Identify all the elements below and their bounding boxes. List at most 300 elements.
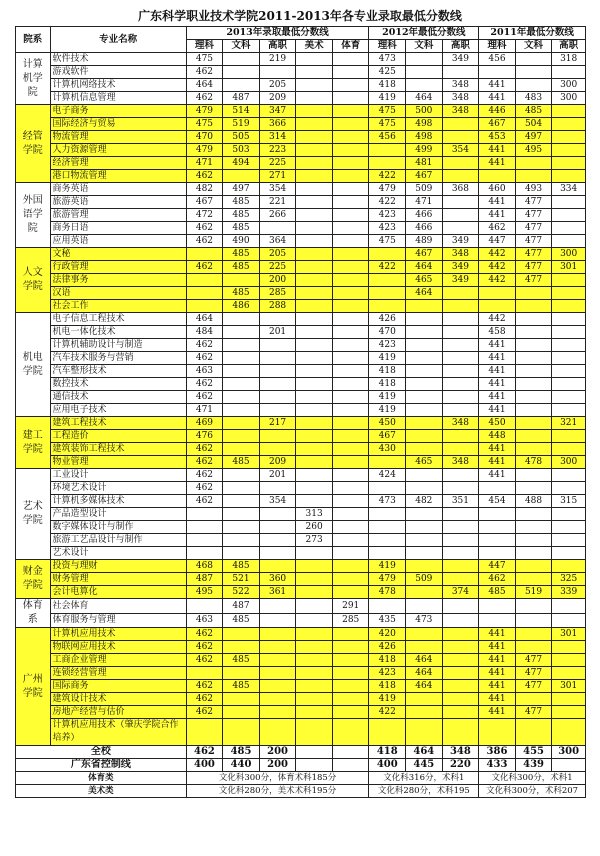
score-cell: 349 bbox=[442, 261, 479, 274]
score-cell bbox=[515, 469, 552, 482]
score-cell: 360 bbox=[259, 573, 296, 586]
score-cell: 441 bbox=[479, 365, 516, 378]
score-cell: 430 bbox=[369, 443, 406, 456]
table-row bbox=[16, 469, 586, 482]
score-cell: 473 bbox=[369, 53, 406, 66]
score-cell: 462 bbox=[186, 92, 223, 105]
major-cell: 旅游工艺品设计与制作 bbox=[50, 534, 186, 547]
score-cell: 441 bbox=[479, 641, 516, 654]
score-cell: 477 bbox=[515, 222, 552, 235]
score-cell: 217 bbox=[259, 417, 296, 430]
score-cell bbox=[296, 287, 333, 300]
summary-cell: 400 bbox=[186, 759, 223, 772]
score-cell bbox=[442, 628, 479, 641]
score-cell: 418 bbox=[369, 365, 406, 378]
score-cell bbox=[515, 326, 552, 339]
score-cell bbox=[223, 534, 260, 547]
note-text-2013: 文化科280分，美术术科195分 bbox=[186, 785, 369, 798]
major-cell: 应用英语 bbox=[50, 235, 186, 248]
score-cell: 351 bbox=[442, 495, 479, 508]
major-cell: 港口物流管理 bbox=[50, 170, 186, 183]
score-cell bbox=[442, 599, 479, 614]
score-cell: 463 bbox=[186, 613, 223, 628]
score-cell bbox=[552, 105, 586, 118]
score-cell bbox=[369, 508, 406, 521]
score-cell: 495 bbox=[186, 586, 223, 599]
score-cell: 479 bbox=[186, 144, 223, 157]
score-cell: 464 bbox=[406, 287, 443, 300]
score-cell: 462 bbox=[186, 495, 223, 508]
score-cell: 300 bbox=[552, 92, 586, 105]
score-cell: 260 bbox=[296, 521, 333, 534]
score-cell bbox=[515, 79, 552, 92]
major-cell: 财务管理 bbox=[50, 573, 186, 586]
score-cell bbox=[369, 456, 406, 469]
score-cell: 450 bbox=[369, 417, 406, 430]
score-cell: 479 bbox=[369, 573, 406, 586]
table-row bbox=[16, 196, 586, 209]
score-cell bbox=[515, 391, 552, 404]
score-cell bbox=[332, 365, 369, 378]
score-cell bbox=[332, 693, 369, 706]
score-cell bbox=[442, 339, 479, 352]
score-cell: 487 bbox=[186, 573, 223, 586]
major-cell: 汽车技术服务与营销 bbox=[50, 352, 186, 365]
score-cell: 285 bbox=[332, 613, 369, 628]
summary-cell bbox=[332, 759, 369, 772]
dept-cell: 建工学院 bbox=[16, 417, 51, 469]
score-cell: 442 bbox=[479, 313, 516, 326]
score-cell bbox=[223, 667, 260, 680]
score-cell bbox=[552, 326, 586, 339]
score-cell bbox=[259, 641, 296, 654]
table-body bbox=[16, 53, 586, 746]
score-cell bbox=[406, 339, 443, 352]
dept-cell: 财金学院 bbox=[16, 560, 51, 599]
summary-cell: 433 bbox=[479, 759, 516, 772]
table-row bbox=[16, 443, 586, 456]
major-cell: 人力资源管理 bbox=[50, 144, 186, 157]
score-cell bbox=[186, 719, 223, 746]
score-cell bbox=[332, 417, 369, 430]
score-cell bbox=[332, 469, 369, 482]
score-cell bbox=[406, 391, 443, 404]
score-cell: 334 bbox=[552, 183, 586, 196]
score-cell: 419 bbox=[369, 352, 406, 365]
score-cell bbox=[296, 131, 333, 144]
score-cell: 441 bbox=[479, 456, 516, 469]
score-cell: 478 bbox=[369, 586, 406, 599]
score-cell bbox=[296, 586, 333, 599]
score-cell: 489 bbox=[406, 235, 443, 248]
score-cell bbox=[296, 613, 333, 628]
score-cell bbox=[259, 599, 296, 614]
major-cell: 数字媒体设计与制作 bbox=[50, 521, 186, 534]
score-cell: 482 bbox=[186, 183, 223, 196]
dept-cell: 艺术学院 bbox=[16, 469, 51, 560]
summary-cell: 386 bbox=[479, 746, 516, 759]
score-cell bbox=[552, 378, 586, 391]
table-row bbox=[16, 456, 586, 469]
score-cell bbox=[296, 313, 333, 326]
score-cell: 441 bbox=[479, 196, 516, 209]
score-cell: 521 bbox=[223, 573, 260, 586]
score-cell: 348 bbox=[442, 456, 479, 469]
score-cell bbox=[515, 573, 552, 586]
score-cell bbox=[406, 469, 443, 482]
score-cell bbox=[479, 287, 516, 300]
score-cell bbox=[259, 521, 296, 534]
score-cell bbox=[296, 417, 333, 430]
score-cell: 313 bbox=[296, 508, 333, 521]
score-cell bbox=[515, 66, 552, 79]
score-cell bbox=[259, 66, 296, 79]
score-cell bbox=[259, 547, 296, 560]
major-cell: 旅游英语 bbox=[50, 196, 186, 209]
score-cell bbox=[296, 92, 333, 105]
score-cell: 478 bbox=[515, 456, 552, 469]
score-cell bbox=[552, 404, 586, 417]
score-cell: 441 bbox=[479, 667, 516, 680]
major-cell: 国际经济与贸易 bbox=[50, 118, 186, 131]
score-cell bbox=[479, 66, 516, 79]
score-cell: 462 bbox=[186, 456, 223, 469]
score-cell bbox=[406, 482, 443, 495]
score-cell bbox=[223, 719, 260, 746]
score-cell bbox=[332, 209, 369, 222]
major-cell: 电子信息工程技术 bbox=[50, 313, 186, 326]
score-cell bbox=[515, 417, 552, 430]
summary-cell bbox=[332, 746, 369, 759]
score-cell bbox=[296, 365, 333, 378]
score-cell bbox=[259, 482, 296, 495]
table-row bbox=[16, 170, 586, 183]
table-row bbox=[16, 79, 586, 92]
score-cell: 426 bbox=[369, 313, 406, 326]
score-cell bbox=[296, 261, 333, 274]
score-cell: 470 bbox=[369, 326, 406, 339]
score-cell bbox=[186, 599, 223, 614]
score-cell bbox=[552, 313, 586, 326]
score-cell: 475 bbox=[186, 118, 223, 131]
score-cell bbox=[479, 508, 516, 521]
major-cell: 汽车整形技术 bbox=[50, 365, 186, 378]
score-cell bbox=[332, 248, 369, 261]
major-cell: 商务日语 bbox=[50, 222, 186, 235]
score-cell: 446 bbox=[479, 105, 516, 118]
score-cell bbox=[442, 313, 479, 326]
score-cell bbox=[369, 300, 406, 313]
score-cell: 368 bbox=[442, 183, 479, 196]
table-row bbox=[16, 339, 586, 352]
dept-cell: 广州学院 bbox=[16, 628, 51, 746]
score-cell: 321 bbox=[552, 417, 586, 430]
table-row bbox=[16, 157, 586, 170]
dept-cell: 计算机学院 bbox=[16, 53, 51, 105]
score-cell bbox=[296, 547, 333, 560]
score-cell bbox=[223, 326, 260, 339]
score-cell bbox=[442, 196, 479, 209]
summary-cell: 220 bbox=[442, 759, 479, 772]
score-cell bbox=[332, 170, 369, 183]
score-cell bbox=[552, 667, 586, 680]
major-cell: 工程造价 bbox=[50, 430, 186, 443]
score-cell bbox=[259, 222, 296, 235]
score-cell: 477 bbox=[515, 274, 552, 287]
summary-cell: 400 bbox=[369, 759, 406, 772]
score-cell: 505 bbox=[223, 131, 260, 144]
score-cell: 301 bbox=[552, 628, 586, 641]
score-cell bbox=[332, 105, 369, 118]
score-cell: 467 bbox=[406, 170, 443, 183]
score-cell bbox=[515, 352, 552, 365]
score-cell bbox=[296, 378, 333, 391]
score-cell: 419 bbox=[369, 560, 406, 573]
score-cell: 209 bbox=[259, 456, 296, 469]
score-cell: 456 bbox=[369, 131, 406, 144]
score-cell: 288 bbox=[259, 300, 296, 313]
score-cell bbox=[406, 560, 443, 573]
score-cell: 485 bbox=[223, 209, 260, 222]
score-cell: 419 bbox=[369, 391, 406, 404]
score-cell: 441 bbox=[479, 92, 516, 105]
score-cell: 423 bbox=[369, 339, 406, 352]
score-cell bbox=[479, 534, 516, 547]
table-row bbox=[16, 66, 586, 79]
score-cell: 339 bbox=[552, 586, 586, 599]
score-cell bbox=[332, 641, 369, 654]
table-row bbox=[16, 378, 586, 391]
score-cell: 348 bbox=[442, 79, 479, 92]
score-cell bbox=[479, 521, 516, 534]
score-cell: 441 bbox=[479, 469, 516, 482]
score-cell bbox=[186, 534, 223, 547]
score-cell: 325 bbox=[552, 573, 586, 586]
score-cell bbox=[515, 560, 552, 573]
score-cell bbox=[259, 430, 296, 443]
score-cell: 462 bbox=[186, 352, 223, 365]
score-cell: 456 bbox=[479, 53, 516, 66]
summary-cell: 485 bbox=[223, 746, 260, 759]
score-cell: 447 bbox=[479, 560, 516, 573]
score-cell bbox=[259, 391, 296, 404]
score-cell bbox=[442, 157, 479, 170]
score-cell bbox=[442, 287, 479, 300]
score-cell: 458 bbox=[479, 326, 516, 339]
score-cell bbox=[515, 521, 552, 534]
score-cell: 514 bbox=[223, 105, 260, 118]
major-cell: 会计电算化 bbox=[50, 586, 186, 599]
score-cell bbox=[552, 391, 586, 404]
score-cell bbox=[259, 719, 296, 746]
score-cell: 469 bbox=[186, 417, 223, 430]
major-cell: 投资与理财 bbox=[50, 560, 186, 573]
score-cell: 348 bbox=[442, 248, 479, 261]
major-cell: 环境艺术设计 bbox=[50, 482, 186, 495]
summary-cell: 445 bbox=[406, 759, 443, 772]
score-cell: 285 bbox=[259, 287, 296, 300]
score-cell bbox=[259, 404, 296, 417]
major-cell: 计算机应用技术 bbox=[50, 628, 186, 641]
score-cell bbox=[332, 628, 369, 641]
major-cell: 游戏软件 bbox=[50, 66, 186, 79]
score-cell bbox=[515, 693, 552, 706]
score-cell bbox=[369, 547, 406, 560]
major-cell: 机电一体化技术 bbox=[50, 326, 186, 339]
score-cell bbox=[223, 404, 260, 417]
score-cell: 473 bbox=[369, 495, 406, 508]
score-cell bbox=[223, 274, 260, 287]
score-cell: 300 bbox=[552, 456, 586, 469]
score-cell bbox=[552, 131, 586, 144]
score-cell bbox=[515, 313, 552, 326]
score-cell bbox=[259, 339, 296, 352]
score-cell: 485 bbox=[223, 560, 260, 573]
score-cell bbox=[369, 482, 406, 495]
header-dept: 院系 bbox=[16, 27, 51, 53]
major-cell: 经济管理 bbox=[50, 157, 186, 170]
score-cell: 485 bbox=[223, 248, 260, 261]
score-cell bbox=[296, 456, 333, 469]
score-cell: 349 bbox=[442, 53, 479, 66]
score-cell: 419 bbox=[369, 693, 406, 706]
score-cell bbox=[442, 378, 479, 391]
sub-header: 高职 bbox=[442, 40, 479, 53]
score-cell bbox=[552, 641, 586, 654]
score-cell bbox=[332, 222, 369, 235]
score-cell bbox=[552, 719, 586, 746]
table-row bbox=[16, 326, 586, 339]
score-cell: 462 bbox=[479, 222, 516, 235]
score-cell: 488 bbox=[515, 495, 552, 508]
major-cell: 法律事务 bbox=[50, 274, 186, 287]
sub-header: 文科 bbox=[406, 40, 443, 53]
score-cell bbox=[332, 430, 369, 443]
score-cell: 485 bbox=[223, 287, 260, 300]
score-cell bbox=[552, 157, 586, 170]
table-row bbox=[16, 560, 586, 573]
score-cell bbox=[332, 586, 369, 599]
score-cell: 348 bbox=[442, 92, 479, 105]
score-cell: 519 bbox=[223, 118, 260, 131]
table-row bbox=[16, 287, 586, 300]
score-cell bbox=[552, 654, 586, 667]
score-cell: 435 bbox=[369, 613, 406, 628]
table-row bbox=[16, 430, 586, 443]
score-cell: 509 bbox=[406, 183, 443, 196]
score-cell: 482 bbox=[406, 495, 443, 508]
score-cell bbox=[552, 613, 586, 628]
score-cell: 273 bbox=[296, 534, 333, 547]
score-cell bbox=[296, 469, 333, 482]
score-cell: 466 bbox=[406, 222, 443, 235]
score-cell: 441 bbox=[479, 352, 516, 365]
score-cell: 509 bbox=[406, 573, 443, 586]
sub-header: 高职 bbox=[259, 40, 296, 53]
major-cell: 商务英语 bbox=[50, 183, 186, 196]
score-cell bbox=[296, 560, 333, 573]
score-cell: 426 bbox=[369, 641, 406, 654]
score-cell bbox=[332, 300, 369, 313]
score-cell: 422 bbox=[369, 170, 406, 183]
score-cell bbox=[442, 719, 479, 746]
score-cell bbox=[332, 456, 369, 469]
score-cell bbox=[186, 248, 223, 261]
major-cell: 国际商务 bbox=[50, 680, 186, 693]
score-cell bbox=[515, 365, 552, 378]
score-cell: 465 bbox=[406, 274, 443, 287]
score-cell bbox=[186, 521, 223, 534]
score-cell: 486 bbox=[223, 300, 260, 313]
score-cell: 479 bbox=[369, 183, 406, 196]
score-cell: 314 bbox=[259, 131, 296, 144]
score-cell: 422 bbox=[369, 706, 406, 719]
score-cell: 498 bbox=[406, 118, 443, 131]
score-cell: 467 bbox=[479, 118, 516, 131]
score-cell: 462 bbox=[186, 378, 223, 391]
score-cell bbox=[259, 613, 296, 628]
score-cell bbox=[479, 599, 516, 614]
score-cell bbox=[259, 352, 296, 365]
score-cell bbox=[332, 313, 369, 326]
score-cell bbox=[406, 599, 443, 614]
score-cell: 420 bbox=[369, 628, 406, 641]
score-cell bbox=[259, 693, 296, 706]
score-cell: 465 bbox=[406, 456, 443, 469]
score-cell bbox=[296, 300, 333, 313]
score-cell bbox=[223, 482, 260, 495]
score-cell: 475 bbox=[369, 235, 406, 248]
score-cell: 300 bbox=[552, 248, 586, 261]
table-row bbox=[16, 222, 586, 235]
score-cell: 477 bbox=[515, 209, 552, 222]
score-cell bbox=[406, 300, 443, 313]
summary-cell: 200 bbox=[259, 759, 296, 772]
score-cell bbox=[369, 274, 406, 287]
score-cell bbox=[223, 430, 260, 443]
score-cell bbox=[332, 92, 369, 105]
score-cell bbox=[552, 118, 586, 131]
note-label: 体育类 bbox=[16, 772, 187, 785]
score-cell bbox=[332, 326, 369, 339]
score-cell: 205 bbox=[259, 248, 296, 261]
score-cell: 462 bbox=[186, 706, 223, 719]
score-cell bbox=[332, 482, 369, 495]
score-cell: 418 bbox=[369, 378, 406, 391]
score-cell bbox=[332, 53, 369, 66]
table-row bbox=[16, 313, 586, 326]
score-cell bbox=[369, 144, 406, 157]
score-cell bbox=[332, 547, 369, 560]
major-cell: 工商企业管理 bbox=[50, 654, 186, 667]
score-cell bbox=[442, 680, 479, 693]
table-row bbox=[16, 599, 586, 614]
score-cell: 374 bbox=[442, 586, 479, 599]
major-cell: 计算机信息管理 bbox=[50, 92, 186, 105]
score-cell: 475 bbox=[369, 118, 406, 131]
score-cell bbox=[515, 508, 552, 521]
score-cell: 476 bbox=[186, 430, 223, 443]
score-cell bbox=[223, 378, 260, 391]
table-row bbox=[16, 654, 586, 667]
summary-cell: 462 bbox=[186, 746, 223, 759]
table-row bbox=[16, 404, 586, 417]
score-cell bbox=[296, 706, 333, 719]
score-cell bbox=[442, 352, 479, 365]
score-cell bbox=[406, 378, 443, 391]
score-cell bbox=[442, 706, 479, 719]
score-cell bbox=[406, 508, 443, 521]
